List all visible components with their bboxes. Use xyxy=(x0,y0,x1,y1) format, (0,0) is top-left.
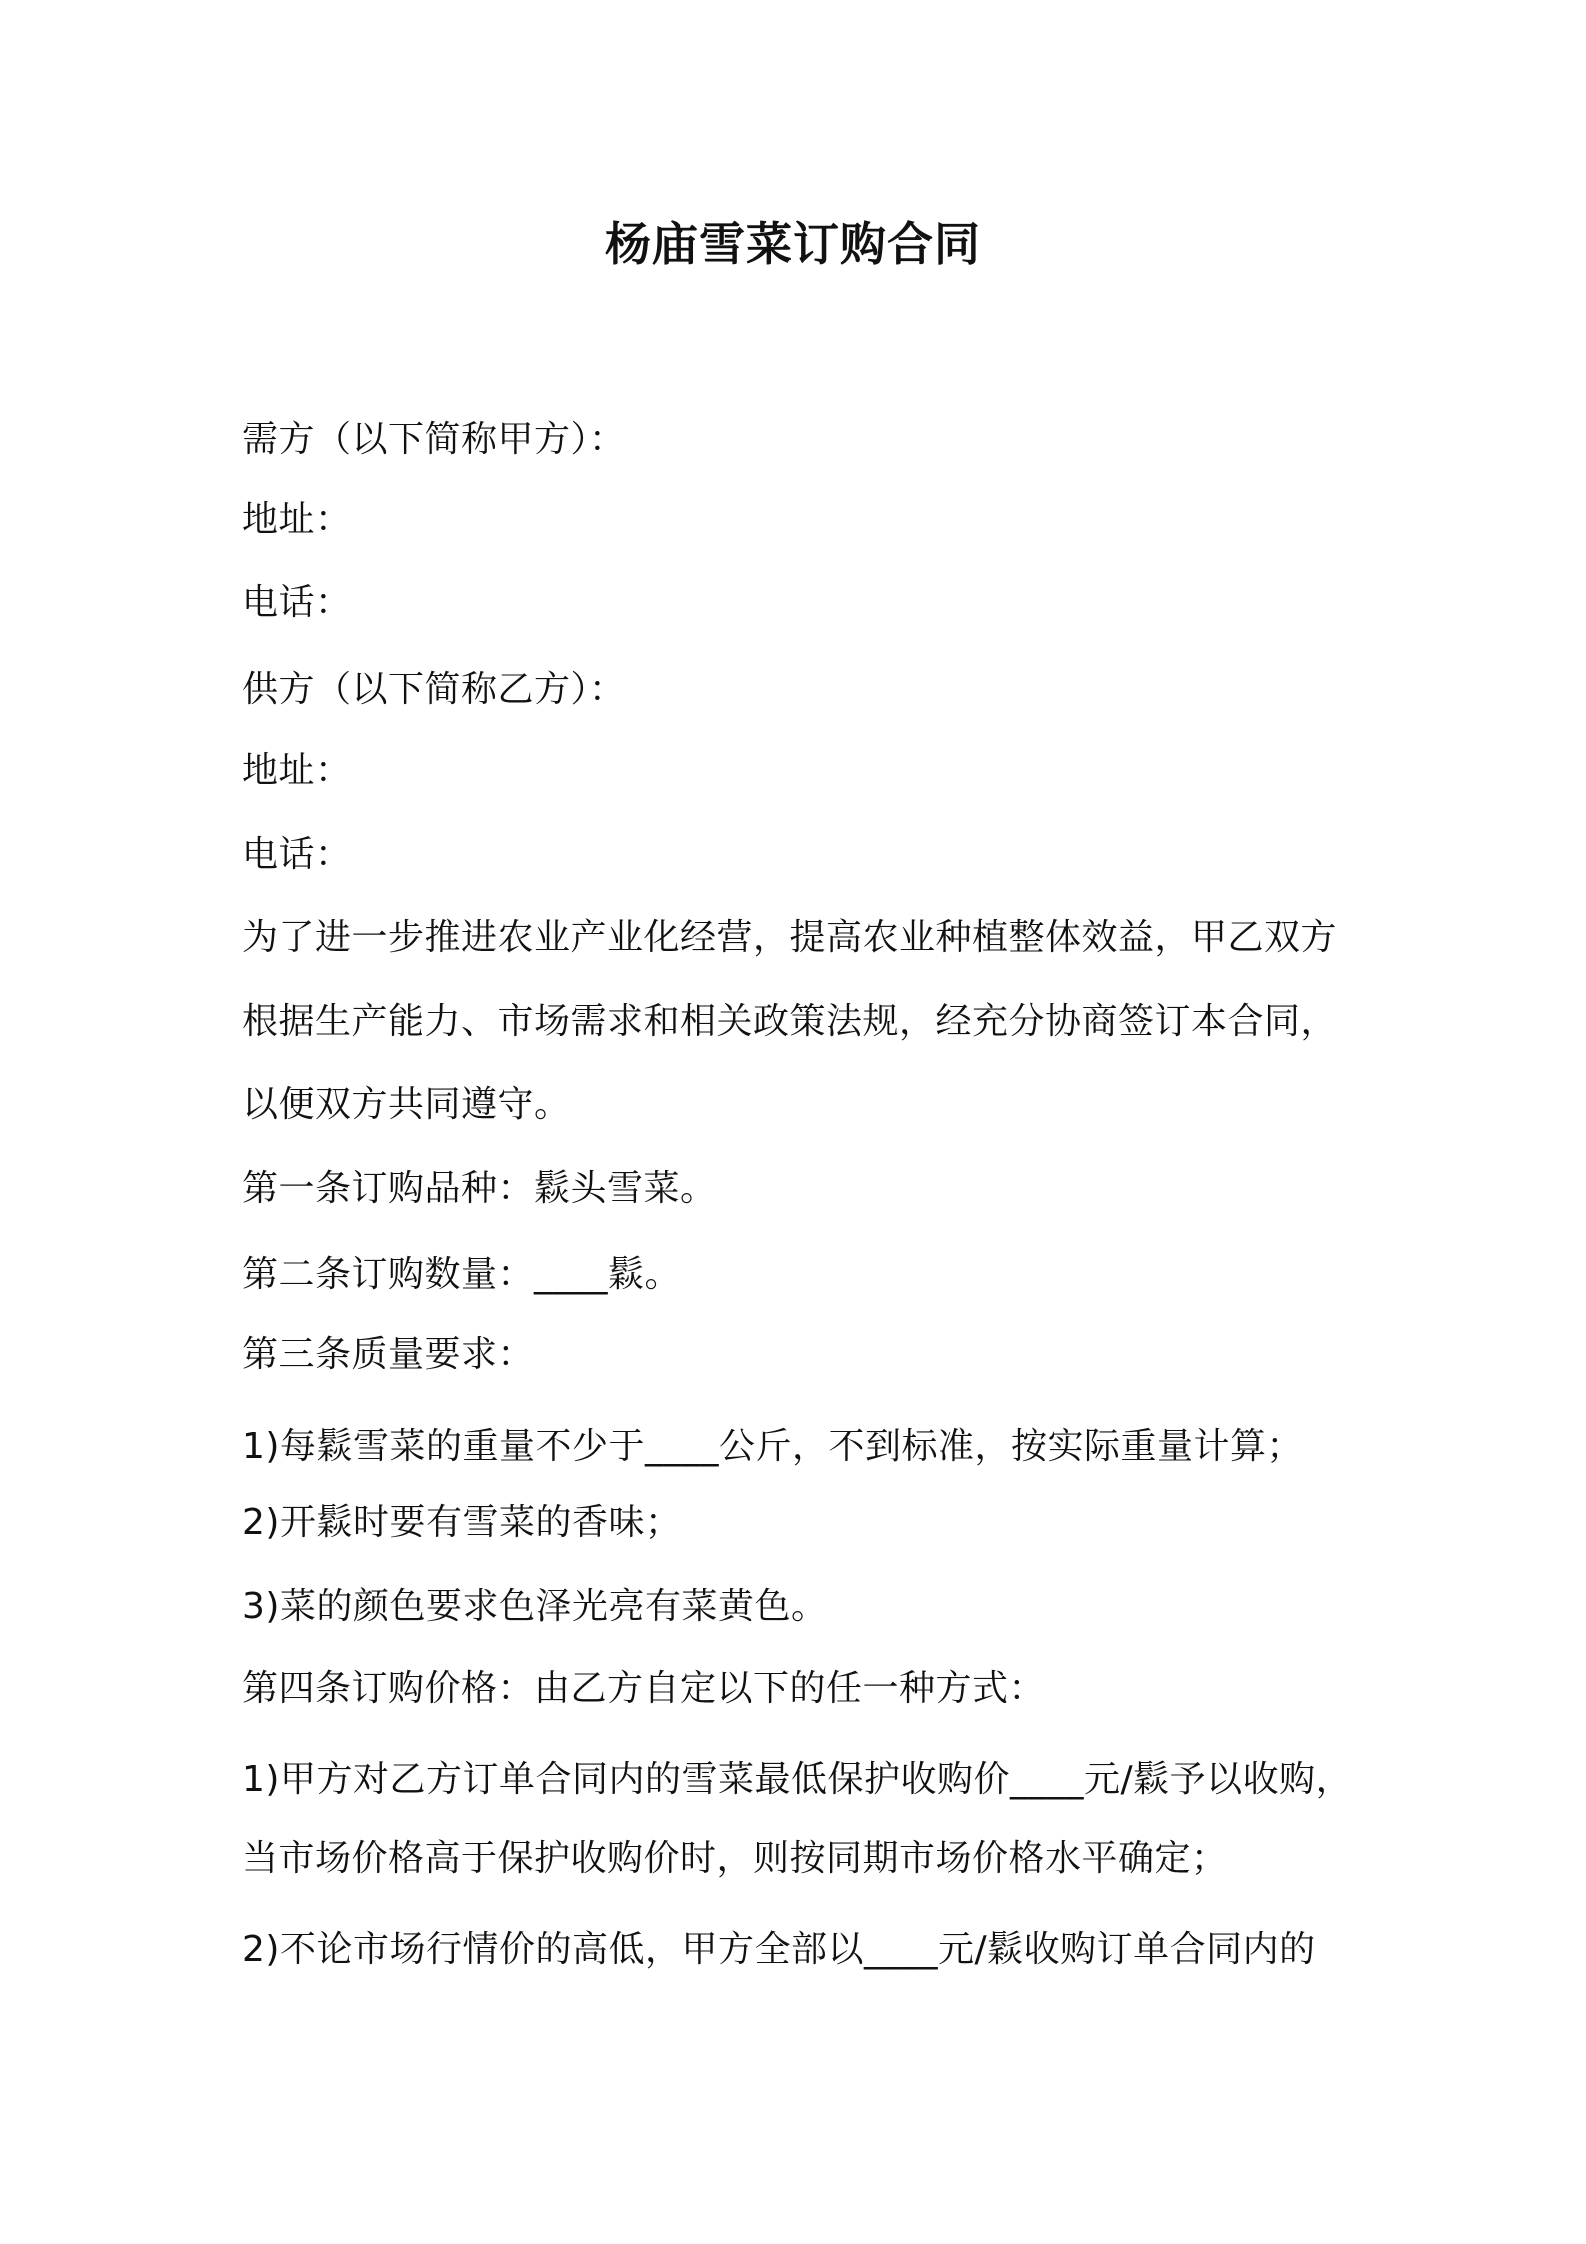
preamble-line: 为了进一步推进农业产业化经营，提高农业种植整体效益，甲乙双方 xyxy=(242,917,1338,958)
clause-2-quantity: 第二条订购数量：____鬏。 xyxy=(242,1254,682,1295)
party-a-phone: 电话： xyxy=(242,582,352,623)
clause-4-item-2: 2)不论市场行情价的高低，甲方全部以____元/鬏收购订单合同内的 xyxy=(242,1929,1316,1970)
clause-3-quality: 第三条质量要求： xyxy=(242,1334,535,1375)
clause-3-item-1: 1)每鬏雪菜的重量不少于____公斤，不到标准，按实际重量计算； xyxy=(242,1426,1303,1467)
clause-1-variety: 第一条订购品种：鬏头雪菜。 xyxy=(242,1168,717,1209)
party-b-address: 地址： xyxy=(242,750,352,791)
clause-3-item-2: 2)开鬏时要有雪菜的香味； xyxy=(242,1502,682,1543)
party-b-label: 供方（以下简称乙方）： xyxy=(242,669,626,710)
party-a-label: 需方（以下简称甲方）： xyxy=(242,419,626,460)
clause-4-price: 第四条订购价格：由乙方自定以下的任一种方式： xyxy=(242,1668,1046,1709)
party-b-phone: 电话： xyxy=(242,834,352,875)
clause-3-item-3: 3)菜的颜色要求色泽光亮有菜黄色。 xyxy=(242,1586,828,1627)
document-title: 杨庙雪菜订购合同 xyxy=(605,217,981,271)
preamble-line: 以便双方共同遵守。 xyxy=(242,1084,571,1125)
party-a-address: 地址： xyxy=(242,499,352,540)
clause-4-item-1: 1)甲方对乙方订单合同内的雪菜最低保护收购价____元/鬏予以收购， xyxy=(242,1759,1353,1800)
clause-4-item-1-cont: 当市场价格高于保护收购价时，则按同期市场价格水平确定； xyxy=(242,1838,1228,1879)
preamble-line: 根据生产能力、市场需求和相关政策法规，经充分协商签订本合同， xyxy=(242,1001,1338,1042)
